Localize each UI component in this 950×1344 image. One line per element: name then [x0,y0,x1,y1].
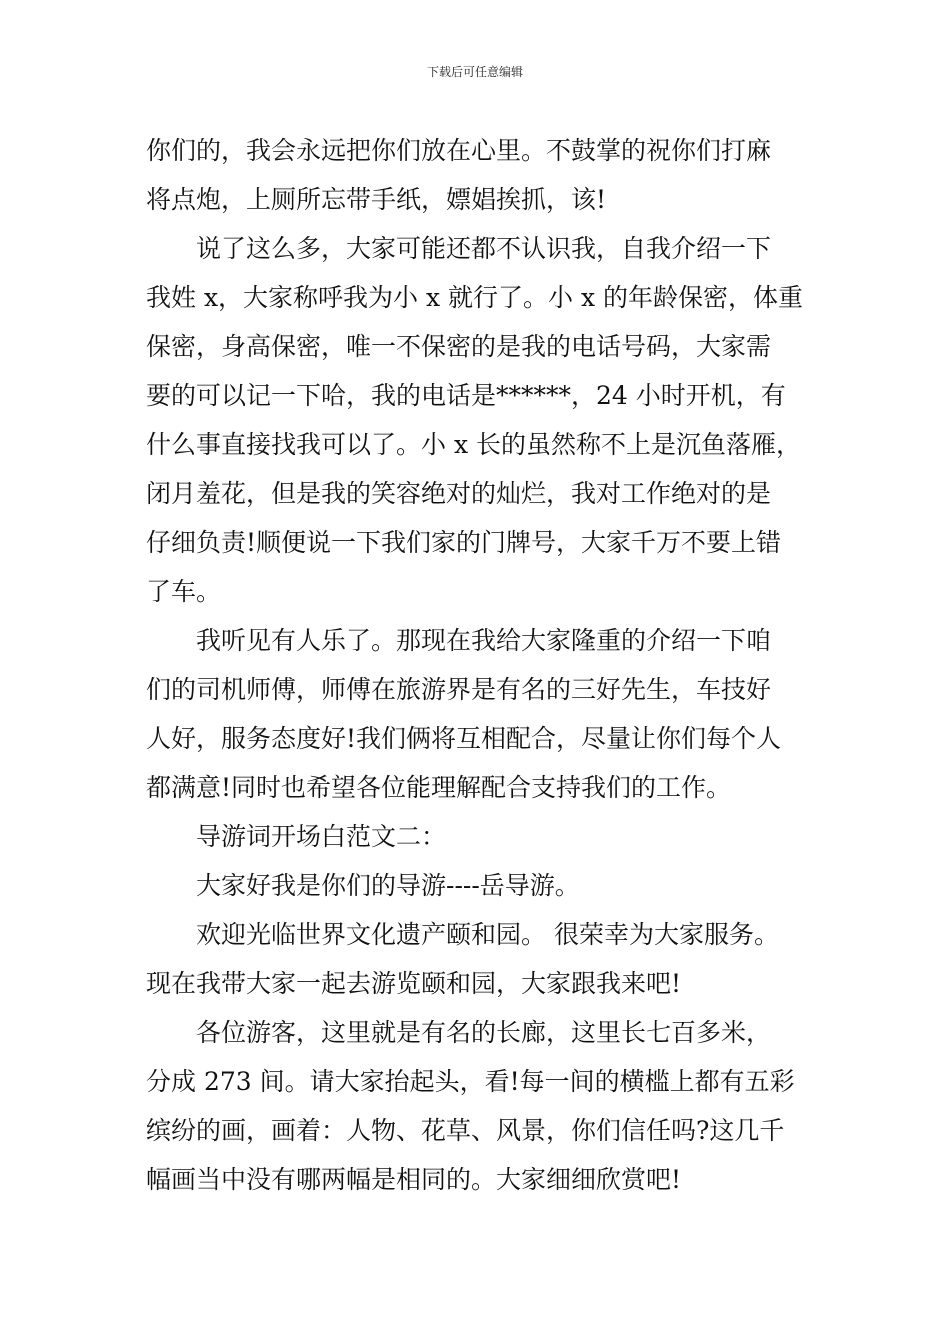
text-line: 什么事直接找我可以了。小 x 长的虽然称不上是沉鱼落雁， [146,430,801,459]
text-line: 要的可以记一下哈，我的电话是******，24 小时开机，有 [146,381,786,410]
text-line: 分成 273 间。请大家抬起头，看!每一间的横槛上都有五彩 [146,1067,795,1096]
text-line: 幅画当中没有哪两幅是相同的。大家细细欣赏吧! [146,1165,682,1194]
text-line: 大家好我是你们的导游----岳导游。 [196,871,580,900]
text-line: 保密，身高保密，唯一不保密的是我的电话号码，大家需 [146,332,772,361]
text-line: 说了这么多，大家可能还都不认识我，自我介绍一下 [196,234,772,263]
text-line: 我姓 x，大家称呼我为小 x 就行了。小 x 的年龄保密，体重 [146,283,804,312]
text-line: 我听见有人乐了。那现在我给大家隆重的介绍一下咱 [196,626,772,655]
page-header: 下载后可任意编辑 [426,65,523,79]
text-line: 你们的，我会永远把你们放在心里。不鼓掌的祝你们打麻 [146,136,772,165]
text-line: 了车。 [146,577,222,606]
text-line: 各位游客，这里就是有名的长廊，这里长七百多米， [196,1018,772,1047]
text-line: 人好，服务态度好!我们俩将互相配合，尽量让你们每个人 [146,724,782,753]
text-line: 欢迎光临世界文化遗产颐和园。 很荣幸为大家服务。 [196,920,779,949]
document-body [146,126,812,1204]
text-line: 们的司机师傅，师傅在旅游界是有名的三好先生，车技好 [146,675,772,704]
text-line: 仔细负责!顺便说一下我们家的门牌号，大家千万不要上错 [146,528,782,557]
text-line: 都满意!同时也希望各位能理解配合支持我们的工作。 [146,773,732,802]
text-line: 将点炮，上厕所忘带手纸，嫖娼挨抓，该! [146,185,607,214]
section-heading: 导游词开场白范文二： [196,822,447,851]
text-line: 缤纷的画，画着：人物、花草、风景，你们信任吗?这几千 [146,1116,785,1145]
text-line: 现在我带大家一起去游览颐和园，大家跟我来吧! [146,969,682,998]
text-line: 闭月羞花，但是我的笑容绝对的灿烂，我对工作绝对的是 [146,479,772,508]
